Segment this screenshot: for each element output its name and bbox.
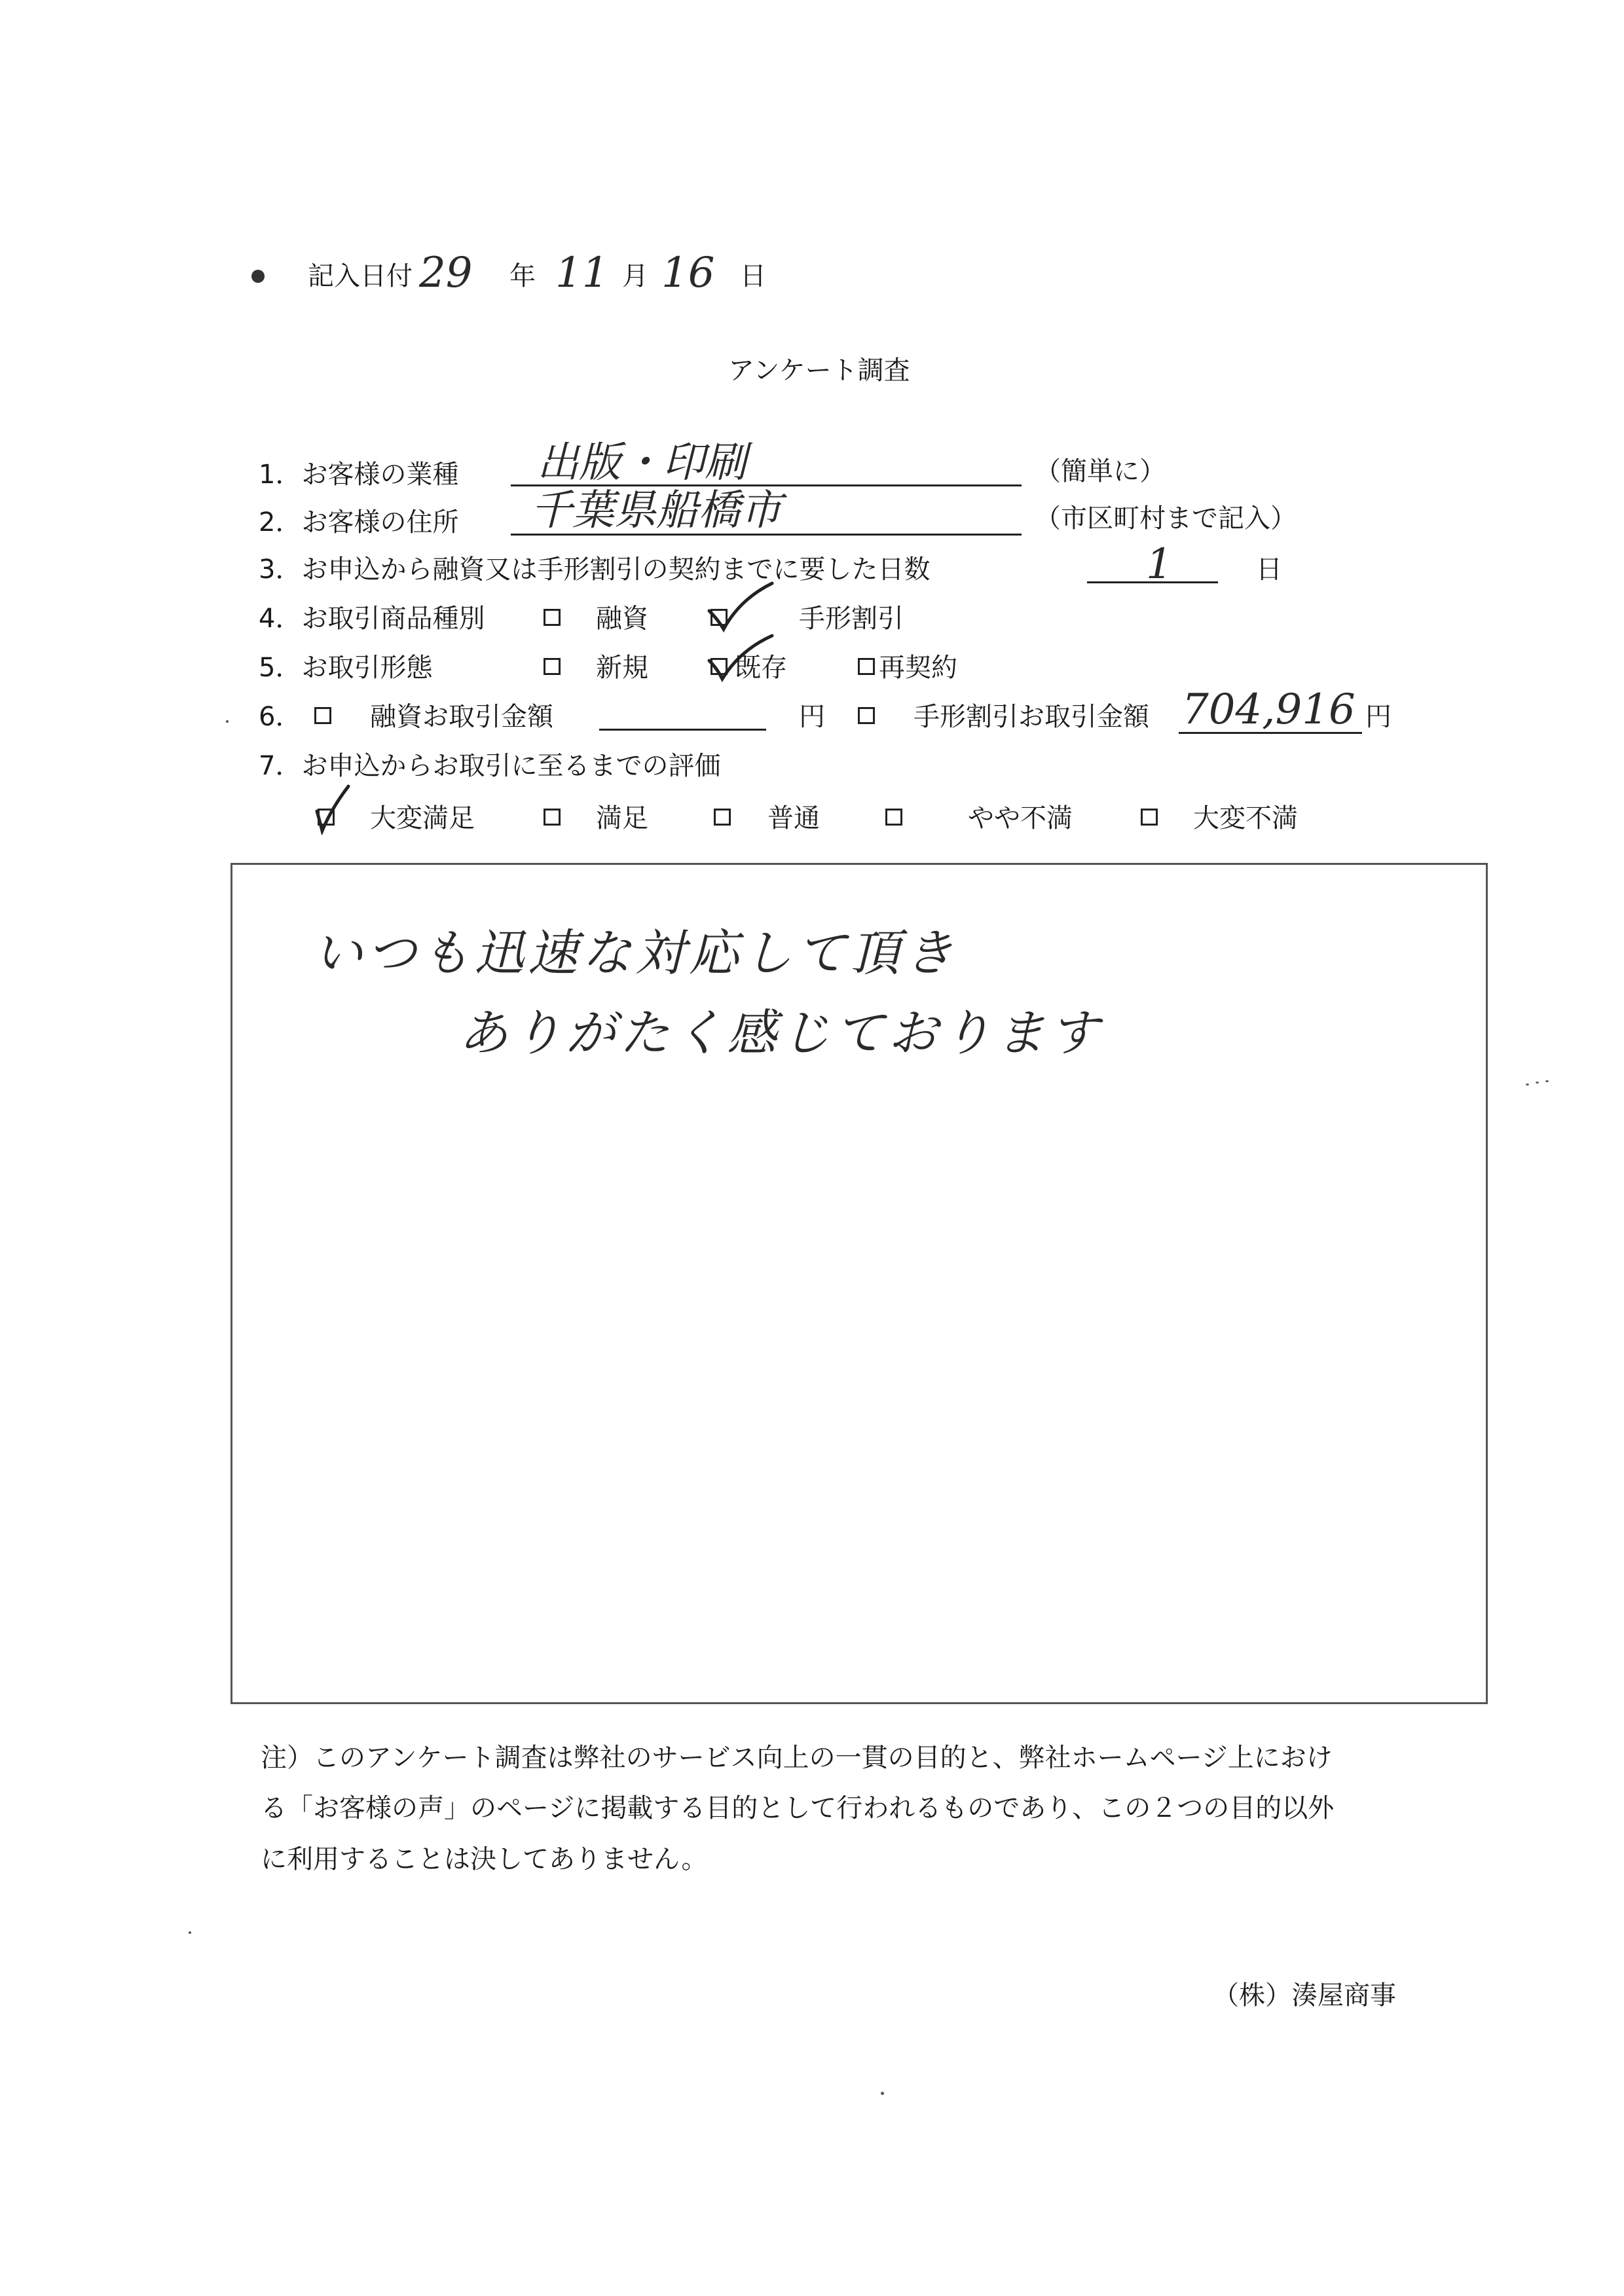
q5-label: 5．お取引形態 bbox=[259, 653, 433, 683]
q6-bill-underline bbox=[1179, 732, 1362, 734]
q5-option-recontract: 再契約 bbox=[879, 653, 957, 683]
q7-checkmark-icon bbox=[313, 782, 352, 835]
q6-bill-amount: 704,916 bbox=[1182, 685, 1356, 734]
date-year: 29 bbox=[419, 249, 473, 297]
comment-line-2: ありがたく感じております bbox=[458, 1004, 1103, 1062]
note-line-1: 注）このアンケート調査は弊社のサービス向上の一貫の目的と、弊社ホームページ上におけ bbox=[261, 1743, 1333, 1773]
q7-somewhat-dissatisfied-checkbox[interactable] bbox=[885, 809, 902, 826]
q1-hint: （簡単に） bbox=[1035, 456, 1166, 486]
q3-underline bbox=[1087, 581, 1218, 583]
q7-option-satisfied: 満足 bbox=[596, 803, 648, 833]
q1-label: 1．お客様の業種 bbox=[259, 460, 459, 490]
date-day: 16 bbox=[661, 249, 715, 297]
q3-unit: 日 bbox=[1256, 555, 1282, 585]
day-label: 日 bbox=[740, 261, 766, 291]
survey-title: アンケート調査 bbox=[728, 355, 910, 386]
q6-bill-checkbox[interactable] bbox=[858, 707, 875, 724]
q6-loan-unit: 円 bbox=[799, 702, 825, 732]
comment-box[interactable] bbox=[231, 863, 1488, 1704]
q2-label: 2．お客様の住所 bbox=[259, 507, 459, 538]
q2-underline bbox=[511, 534, 1022, 536]
q7-option-very-dissatisfied: 大変不満 bbox=[1193, 803, 1298, 833]
q4-loan-checkbox[interactable] bbox=[544, 609, 561, 626]
q6-loan-label: 融資お取引金額 bbox=[370, 702, 553, 732]
q6-loan-underline bbox=[599, 729, 766, 731]
q7-option-normal: 普通 bbox=[767, 803, 820, 833]
q4-checkmark-icon bbox=[704, 579, 776, 635]
q5-recontract-checkbox[interactable] bbox=[858, 658, 875, 675]
q4-label: 4．お取引商品種別 bbox=[259, 604, 485, 634]
punch-hole-dot bbox=[251, 270, 265, 283]
q2-answer: 千葉県船橋市 bbox=[530, 486, 782, 535]
q7-very-dissatisfied-checkbox[interactable] bbox=[1141, 809, 1158, 826]
q6-label: 6． bbox=[259, 702, 302, 732]
q5-option-existing: 既存 bbox=[735, 653, 787, 683]
q6-bill-label: 手形割引お取引金額 bbox=[913, 702, 1149, 732]
q6-loan-checkbox[interactable] bbox=[314, 707, 331, 724]
scan-speck bbox=[226, 720, 229, 723]
q7-normal-checkbox[interactable] bbox=[714, 809, 731, 826]
q7-satisfied-checkbox[interactable] bbox=[544, 809, 561, 826]
scan-speck bbox=[881, 2092, 884, 2095]
q3-label: 3．お申込から融資又は手形割引の契約までに要した日数 bbox=[259, 555, 931, 585]
comment-line-1: いつも迅速な対応して頂き bbox=[313, 924, 957, 982]
q7-label: 7．お申込からお取引に至るまでの評価 bbox=[259, 751, 721, 781]
q7-option-somewhat-dissatisfied: やや不満 bbox=[968, 803, 1073, 833]
month-label: 月 bbox=[622, 261, 648, 291]
q5-new-checkbox[interactable] bbox=[544, 658, 561, 675]
q3-answer: 1 bbox=[1146, 540, 1173, 589]
q5-option-new: 新規 bbox=[596, 653, 648, 683]
scan-speck bbox=[189, 1931, 191, 1934]
q4-option-loan: 融資 bbox=[596, 604, 648, 634]
date-month: 11 bbox=[555, 249, 609, 297]
note-line-3: に利用することは決してありません。 bbox=[261, 1844, 708, 1874]
q2-hint: （市区町村まで記入） bbox=[1035, 503, 1297, 534]
note-line-2: る「お客様の声」のページに掲載する目的として行われるものであり、この２つの目的以外 bbox=[261, 1793, 1335, 1823]
scan-speck bbox=[1526, 1084, 1529, 1085]
q7-option-very-satisfied: 大変満足 bbox=[370, 803, 475, 833]
year-label: 年 bbox=[509, 261, 536, 291]
q6-bill-unit: 円 bbox=[1365, 702, 1392, 732]
q1-answer: 出版・印刷 bbox=[537, 439, 747, 487]
q4-option-bill: 手形割引 bbox=[799, 604, 904, 634]
date-label: 記入日付 bbox=[308, 261, 413, 291]
scan-speck bbox=[1545, 1080, 1549, 1082]
company-name: （株）湊屋商事 bbox=[1213, 1980, 1396, 2011]
scan-speck bbox=[1536, 1082, 1539, 1084]
